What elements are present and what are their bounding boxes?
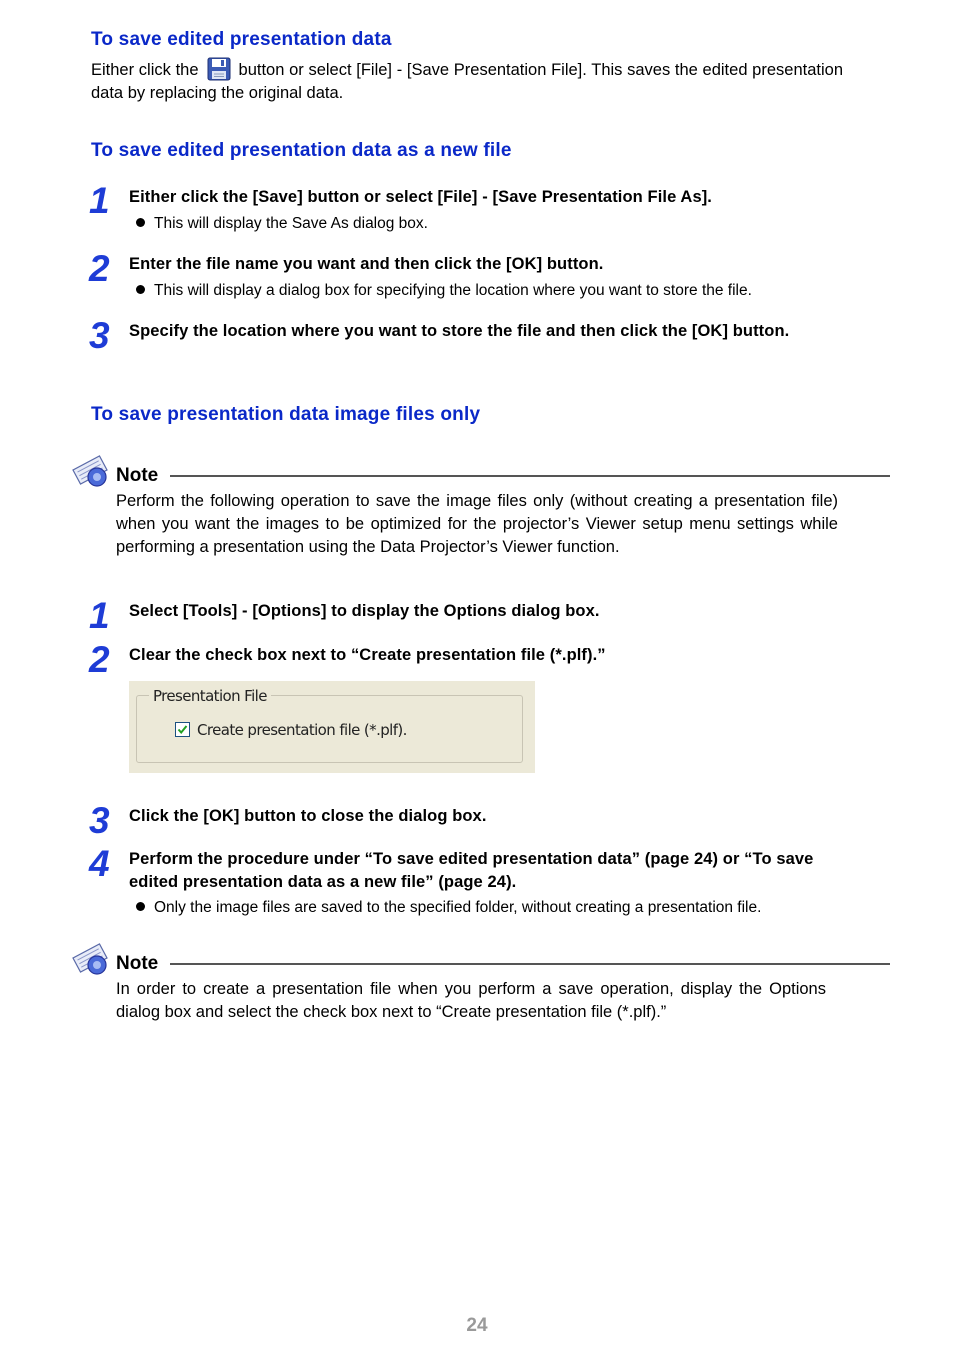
bullet-text: Only the image files are saved to the specified folder, without creating a presentation file.: [154, 899, 762, 916]
step-text-3: Click the [OK] button to close the dialog box.: [129, 807, 487, 825]
step-text-1: Select [Tools] - [Options] to display the Options dialog box.: [129, 602, 600, 620]
note-divider: [170, 963, 890, 965]
floppy-disk-icon: [207, 57, 231, 81]
note-label: Note: [116, 465, 159, 486]
bullet-item: [136, 214, 866, 234]
note-box: [72, 454, 890, 584]
create-presentation-file-checkbox[interactable]: [175, 722, 190, 737]
note-label: Note: [116, 953, 159, 974]
step-text-4: Perform the procedure under “To save edited presentation data” (page 24) or “To save edited presentation data as a new file” (page 24).: [129, 850, 814, 891]
checkbox-label: Create presentation file (*.plf).: [197, 721, 407, 739]
para-text-before: Either click the: [91, 61, 199, 79]
bullet-dot: [136, 285, 145, 294]
bullet-text: This will display the Save As dialog box.: [154, 215, 428, 232]
checkmark-icon: [176, 723, 189, 736]
note-divider: [170, 475, 890, 477]
options-dialog-screenshot: [129, 681, 535, 773]
step-number-2: 2: [89, 248, 109, 289]
step-text-2: Clear the check box next to “Create presentation file (*.plf).”: [129, 646, 606, 664]
note-box: [72, 942, 890, 1032]
bullet-item: [136, 898, 866, 918]
paragraph-save-edited: [91, 57, 843, 105]
step-number-2: 2: [89, 639, 109, 680]
group-box-label: Presentation File: [149, 686, 271, 706]
step-text-2: Enter the file name you want and then click the [OK] button.: [129, 255, 604, 273]
bullet-dot: [136, 218, 145, 227]
note-text: Perform the following operation to save the image files only (without creating a presentation file) when you want the images to be optimized for the projector’s Viewer setup menu settings while performing a presentation using the Data Projector’s Viewer function.: [116, 492, 838, 556]
bullet-text: This will display a dialog box for specifying the location where you want to store the file.: [154, 282, 752, 299]
heading-save-as-new-file: To save edited presentation data as a new file: [91, 140, 512, 161]
step-number-1: 1: [89, 180, 109, 221]
step-number-3: 3: [89, 315, 109, 356]
step-number-1: 1: [89, 595, 109, 636]
note-pad-icon: [72, 942, 112, 976]
note-pad-icon: [72, 454, 112, 488]
step-text-1: Either click the [Save] button or select [File] - [Save Presentation File As].: [129, 188, 712, 206]
heading-save-edited: To save edited presentation data: [91, 29, 392, 50]
bullet-dot: [136, 902, 145, 911]
para-text-after: button or select [File] - [Save Presentation File]. This saves the edited presentation data by replacing the original data.: [91, 61, 843, 102]
step-number-4: 4: [89, 843, 109, 884]
step-text-3: Specify the location where you want to store the file and then click the [OK] button.: [129, 322, 790, 340]
note-text: In order to create a presentation file when you perform a save operation, display the Options dialog box and select the check box next to “Create presentation file (*.plf).”: [116, 980, 826, 1021]
heading-save-image-files: To save presentation data image files only: [91, 404, 481, 425]
step-number-3: 3: [89, 800, 109, 841]
page-number: 24: [466, 1315, 488, 1336]
bullet-item: [136, 281, 866, 301]
